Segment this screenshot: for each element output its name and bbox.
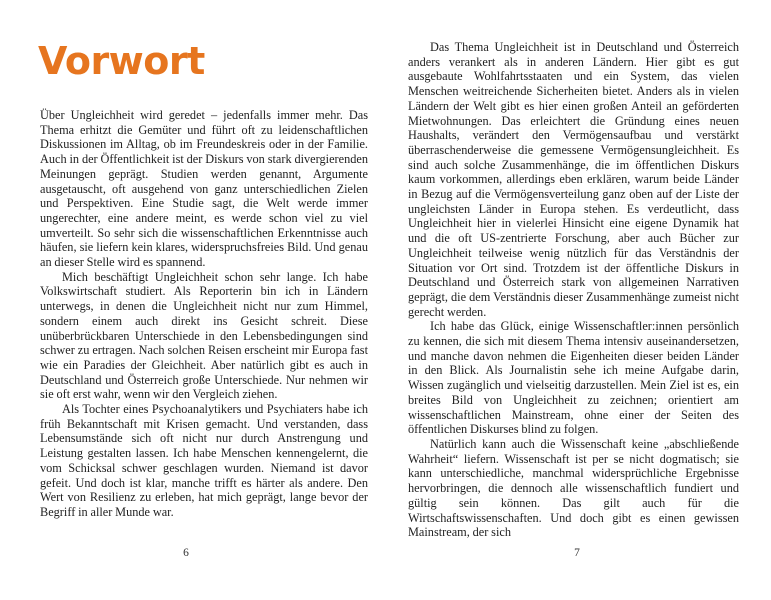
- paragraph: Das Thema Ungleichheit ist in Deutschland und Österreich anders verankert als in anderen Ländern. Hier gibt es gut ausgebaute Wohlfahrtsstaaten und ein System, das vielen Menschen weitreichende Sicherheiten bietet. Anders als in vielen Ländern der Welt gibt es hier einen großen Anteil an geförderten Mietwohnungen. Das erleichtert die Gründung eines neuen Haushalts, verändert den Vermögensaufbau und verstärkt überraschenderweise die gemessene Vermögensungleichheit. Es sind auch solche Zusammenhänge, die im öffentlichen Diskurs kaum vorkommen, allerdings eben erklären, warum beide Länder in Bezug auf die Vermögensverteilung ganz oben auf der Liste der ungleichsten Länder in Europa stehen. Es verdeutlicht, dass Ungleichheit hier in vielerlei Hinsicht eine eigene Dynamik hat und die oft US-zentrierte Forschung, aber auch Bücher zur Ungleichheit teilweise wenig nützlich für das Verständnis der Situation vor Ort sind. Trotzdem ist der öffentliche Diskurs in Deutschland und Österreich stark von allgemeinen Narrativen geprägt, die dem Verständnis dieser Zusammenhänge zumeist nicht gerecht werden.: [408, 40, 739, 319]
- page-title: Vorwort: [38, 39, 205, 83]
- left-page-number: 6: [183, 547, 189, 559]
- paragraph: Über Ungleichheit wird geredet – jedenfalls immer mehr. Das Thema erhitzt die Gemüter und führt oft zu leidenschaftlichen Diskussionen im Alltag, ob im Freundeskreis oder in der Familie. Auch in der Öffentlichkeit ist der Diskurs von stark divergierenden Meinungen geprägt. Studien werden genannt, Argumente ausgetauscht, oft ausgehend von ganz unterschiedlichen Zielen und Perspektiven. Eine Studie sagt, die Welt werde immer ungerechter, eine andere meint, es werde schon viel zu viel umverteilt. So sehr sich die wissenschaftlichen Erkenntnisse auch häufen, sie liefern kein klares, widerspruchsfreies Bild. Und genau an dieser Stelle wird es spannend.: [40, 108, 368, 270]
- paragraph: Natürlich kann auch die Wissenschaft keine „abschließende Wahrheit“ liefern. Wissenschaft ist per se nicht dogmatisch; sie kann unterschiedliche, manchmal widersprüchliche Ergebnisse hervorbringen, die dennoch alle wissenschaftlich fundiert und gültig sein können. Das gilt auch für die Wirtschaftswissenschaften. Und doch gibt es einen gewissen Mainstream, der sich: [408, 436, 739, 540]
- paragraph: Ich habe das Glück, einige Wissenschaftler:innen persönlich zu kennen, die sich mit diesem Thema intensiv auseinandersetzen, und manche davon nehmen die Eigenheiten dieser beiden Länder in den Blick. Als Journalistin sehe ich meine Aufgabe darin, Wissen zugänglich und vielseitig darzustellen. Mein Ziel ist es, ein breites Bild von Ungleichheit zu zeichnen; orientiert am wissenschaftlichen Mainstream, ohne einer der Seiten des öffentlichen Diskurses blind zu folgen.: [408, 319, 739, 437]
- paragraph: Als Tochter eines Psychoanalytikers und Psychiaters habe ich früh Bekanntschaft mit Krisen gemacht. Und verstanden, dass Lebensumstände sich oft nicht nur durch Anstrengung und Leistung gestalten lassen. Ich habe Menschen kennengelernt, die vom Schicksal schwer geschlagen wurden. Niemand ist davor gefeit. Und doch ist klar, manche trifft es härter als andere. Den Wert von Resilienz zu erleben, hat mich geprägt, lange bevor der Begriff in aller Munde war.: [40, 402, 368, 519]
- left-page-text: [40, 108, 368, 520]
- right-page-number: 7: [574, 547, 580, 559]
- right-page-text: [408, 40, 739, 540]
- paragraph: Mich beschäftigt Ungleichheit schon sehr lange. Ich habe Volkswirtschaft studiert. Als Reporterin bin ich in Ländern unterwegs, in denen die Ungleichheit nicht nur zum Himmel, sondern einem auch direkt ins Gesicht schreit. Diese unüberbrückbaren Unterschiede in den Lebensbedingungen sind schwer zu ertragen. Nach solchen Reisen erscheint mir Europa fast wie ein Paradies der Gleichheit. Aber natürlich gibt es auch in Deutschland und Österreich große Unterschiede. Nur nehmen wir sie oft erst wahr, wenn wir den Vergleich ziehen.: [40, 269, 368, 402]
